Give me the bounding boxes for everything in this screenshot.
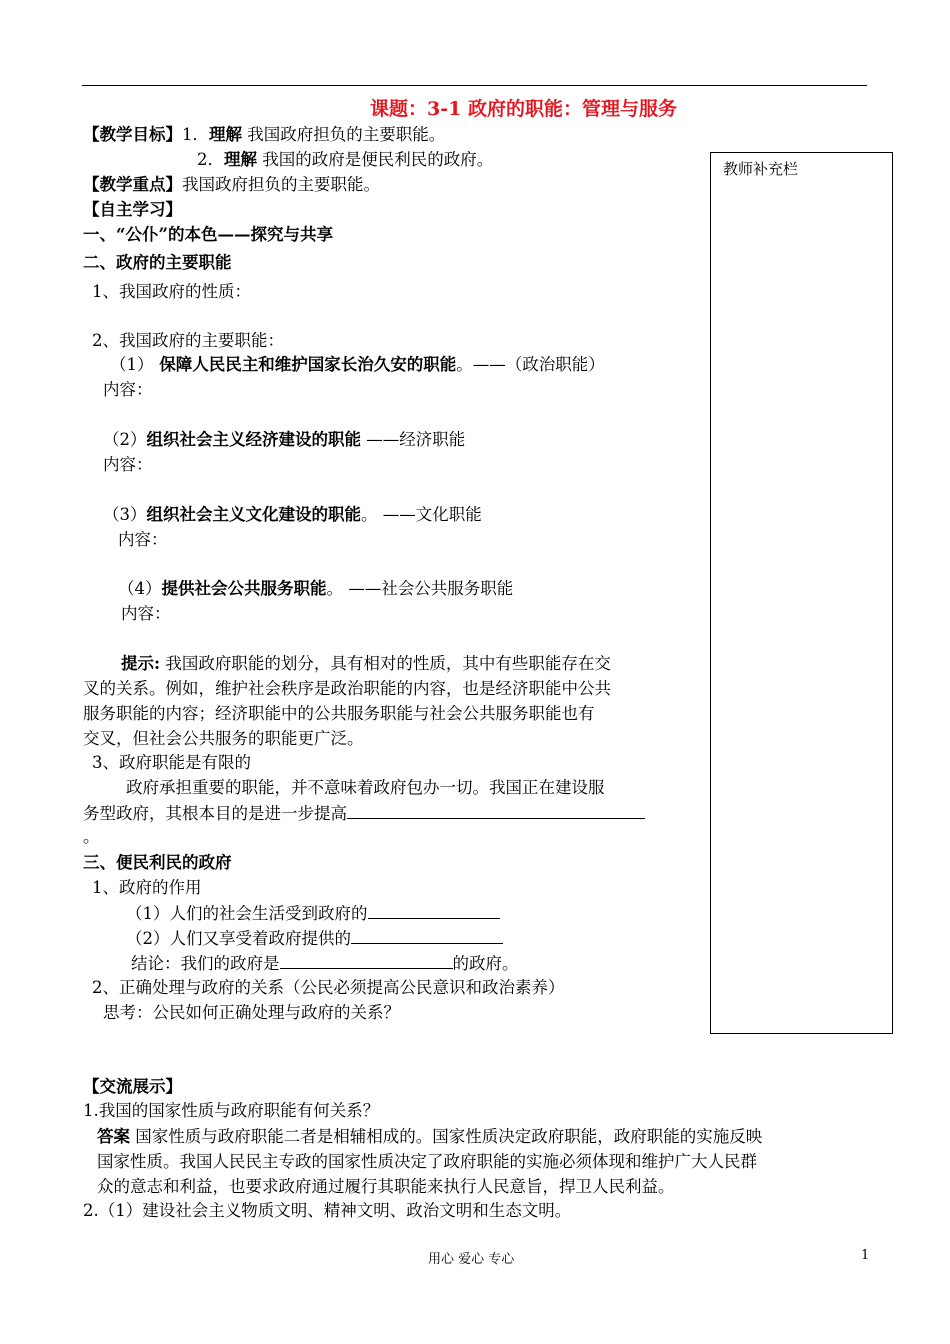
objective-2-num: 2．	[197, 150, 224, 169]
fill-blank-3[interactable]	[351, 927, 503, 944]
function-3-tail: 。 ——文化职能	[361, 505, 482, 524]
answer-line-2: 国家性质。我国人民民主专政的国家性质决定了政府职能的实施必须体现和维护广大人民群	[97, 1152, 757, 1171]
conclusion-line	[131, 952, 519, 975]
objectives-label: 【教学目标】	[83, 125, 182, 144]
focus-line	[83, 174, 380, 196]
answer-line-1	[97, 1126, 762, 1148]
q3-line-2-text: 务型政府，其根本目的是进一步提高	[83, 804, 347, 823]
fill-blank-2[interactable]	[368, 902, 500, 919]
function-3	[103, 504, 482, 526]
objective-2-text: 我国的政府是便民利民的政府。	[257, 150, 494, 169]
section-3-heading: 三、便民利民的政府	[83, 853, 232, 872]
q3-line-2	[83, 802, 645, 825]
footer-motto: 用心 爱心 专心	[428, 1252, 515, 1267]
tip-line-4: 交叉，但社会公共服务的职能更广泛。	[83, 729, 364, 748]
function-4	[118, 578, 513, 600]
objectives-line-1	[83, 124, 445, 146]
function-3-num: （3）	[103, 505, 147, 524]
objective-1-key: 理解	[209, 125, 242, 144]
self-study-label: 【自主学习】	[83, 200, 182, 219]
section-3-q2: 2、正确处理与政府的关系（公民必须提高公民意识和政治素养）	[92, 978, 565, 997]
function-1	[110, 354, 605, 376]
function-4-content: 内容：	[121, 604, 171, 623]
fill-blank-1[interactable]	[347, 802, 645, 819]
think-question: 思考：公民如何正确处理与政府的关系？	[103, 1003, 400, 1022]
function-1-num: （1）	[110, 355, 154, 374]
function-2-content: 内容：	[103, 455, 153, 474]
q3-end: 。	[83, 827, 100, 846]
function-1-tail: 。——（政治职能）	[456, 355, 605, 374]
role-line-2	[126, 927, 503, 950]
role-line-2-text: （2）人们又享受着政府提供的	[126, 929, 351, 948]
function-4-tail: 。 ——社会公共服务职能	[326, 579, 514, 598]
exchange-q2: 2.（1）建设社会主义物质文明、精神文明、政治文明和生态文明。	[83, 1201, 572, 1220]
conclusion-pre: 结论：我们的政府是	[131, 954, 280, 973]
conclusion-post: 的政府。	[452, 954, 519, 973]
function-1-content: 内容：	[103, 380, 153, 399]
section-2-q2: 2、我国政府的主要职能：	[92, 331, 284, 350]
page-number: 1	[861, 1248, 870, 1263]
tip-line-1	[121, 653, 611, 675]
section-2-q3: 3、政府职能是有限的	[92, 753, 251, 772]
objectives-line-2	[197, 149, 493, 171]
objective-2-key: 理解	[224, 150, 257, 169]
function-1-name: 保障人民民主和维护国家长治久安的职能	[153, 355, 457, 374]
tip-line-3: 服务职能的内容；经济职能中的公共服务职能与社会公共服务职能也有	[83, 704, 595, 723]
objective-1-num: 1．	[182, 125, 209, 144]
function-2-tail: ——经济职能	[361, 430, 466, 449]
teacher-notes-label: 教师补充栏	[723, 160, 799, 178]
role-line-1	[126, 902, 500, 925]
exchange-q1: 1.我国的国家性质与政府职能有何关系？	[83, 1101, 380, 1120]
section-2-q1: 1、我国政府的性质：	[92, 282, 251, 301]
focus-label: 【教学重点】	[83, 175, 182, 194]
section-1-heading: 一、“公仆”的本色——探究与共享	[83, 225, 333, 244]
answer-label: 答案	[97, 1127, 130, 1146]
header-rule	[82, 85, 867, 86]
function-3-content: 内容：	[118, 530, 168, 549]
function-4-name: 提供社会公共服务职能	[161, 579, 327, 598]
function-2	[103, 429, 465, 451]
exchange-label: 【交流展示】	[83, 1077, 182, 1096]
answer-text-1: 国家性质与政府职能二者是相辅相成的。国家性质决定政府职能，政府职能的实施反映	[130, 1127, 763, 1146]
tip-text-1: 我国政府职能的划分，具有相对的性质，其中有些职能存在交	[160, 654, 611, 673]
function-2-name: 组织社会主义经济建设的职能	[146, 430, 361, 449]
tip-label: 提示:	[121, 654, 161, 673]
section-3-q1: 1、政府的作用	[92, 878, 202, 897]
q3-line-1: 政府承担重要的职能，并不意味着政府包办一切。我国正在建设服	[126, 778, 605, 797]
section-2-heading: 二、政府的主要职能	[83, 253, 232, 272]
objective-1-text: 我国政府担负的主要职能。	[242, 125, 446, 144]
focus-text: 我国政府担负的主要职能。	[182, 175, 380, 194]
function-3-name: 组织社会主义文化建设的职能	[146, 505, 361, 524]
teacher-notes-box[interactable]	[710, 152, 893, 1034]
fill-blank-4[interactable]	[280, 952, 453, 969]
answer-line-3: 众的意志和利益，也要求政府通过履行其职能来执行人民意旨，捍卫人民利益。	[97, 1177, 675, 1196]
function-2-num: （2）	[103, 430, 147, 449]
role-line-1-text: （1）人们的社会生活受到政府的	[126, 904, 368, 923]
page-title: 课题：3-1 政府的职能：管理与服务	[370, 98, 677, 120]
function-4-num: （4）	[118, 579, 162, 598]
tip-line-2: 叉的关系。例如，维护社会秩序是政治职能的内容，也是经济职能中公共	[83, 679, 611, 698]
